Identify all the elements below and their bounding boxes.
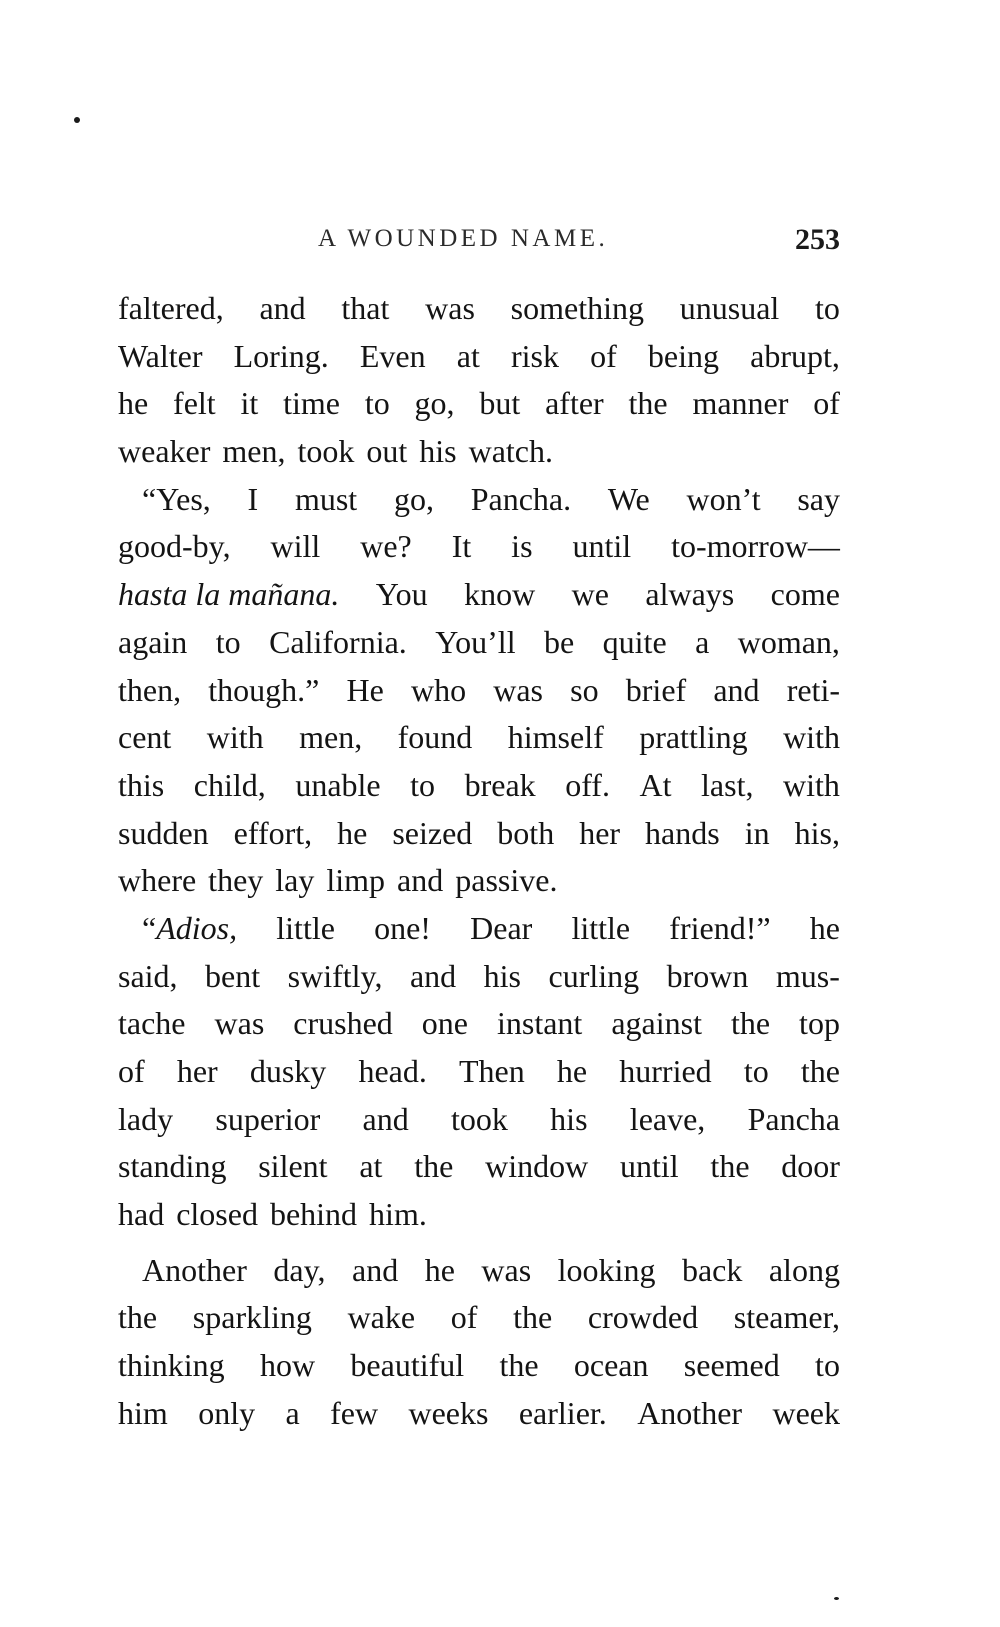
word: good-by, [118, 528, 231, 565]
word: hurried [619, 1053, 712, 1089]
word: a [285, 1394, 300, 1431]
word: be [544, 623, 575, 660]
word: after [545, 385, 604, 422]
word: one [421, 1005, 468, 1042]
word: with [783, 766, 840, 803]
word: won’t [686, 480, 761, 517]
word: the [710, 1148, 750, 1185]
word: in [744, 814, 770, 851]
word: closed [176, 1196, 258, 1233]
word: to [743, 1053, 769, 1089]
word: to [364, 385, 390, 422]
word: weeks [408, 1394, 489, 1431]
word: week [772, 1394, 840, 1431]
word: wake [347, 1299, 416, 1336]
word: both [497, 814, 555, 851]
word: until [572, 528, 632, 565]
word: and [362, 1100, 409, 1137]
word: risk [510, 337, 559, 374]
word: to-morrow— [671, 528, 840, 565]
word: sparkling [192, 1299, 312, 1336]
word: but [479, 385, 521, 422]
word: his [483, 957, 521, 994]
word: little [571, 909, 631, 946]
word: ocean [573, 1347, 649, 1384]
word: Pancha. [470, 480, 572, 517]
word: the [730, 1005, 771, 1042]
word: of [813, 385, 840, 422]
word: manner [692, 385, 789, 422]
word: was [214, 1005, 265, 1042]
text-line [118, 476, 840, 524]
text-line [118, 1143, 840, 1191]
ink-speck [74, 117, 80, 123]
word: him. [369, 1196, 427, 1233]
word: faltered, [118, 290, 224, 326]
text-line [118, 1294, 840, 1342]
word: only [198, 1394, 256, 1431]
word: beautiful [350, 1347, 465, 1384]
page-number: 253 [795, 223, 840, 256]
word: hands [645, 814, 720, 851]
word: day, [273, 1251, 326, 1288]
word: go, [414, 385, 455, 422]
word: will [270, 528, 321, 565]
word: to [815, 290, 840, 326]
word: and [351, 1251, 399, 1288]
word: top [799, 1005, 840, 1042]
word: standing [118, 1148, 227, 1185]
word: and [259, 290, 306, 326]
word: the [513, 1299, 553, 1336]
word: he [118, 385, 149, 422]
text-line [118, 905, 840, 953]
word: tache [118, 1005, 186, 1042]
text-line [118, 810, 840, 858]
word: his [550, 1100, 588, 1137]
word: something [510, 290, 644, 326]
word: one! [374, 909, 431, 946]
word: where [118, 862, 197, 899]
word: looking [557, 1251, 656, 1288]
word: this [118, 766, 165, 803]
word: he [337, 814, 368, 851]
word: come [770, 576, 840, 613]
word: to [410, 766, 436, 803]
text-line [118, 333, 840, 381]
word: go, [393, 480, 434, 517]
word: prattling [639, 719, 748, 756]
word: He [346, 671, 384, 708]
word: Pancha [747, 1100, 840, 1137]
word: head. [358, 1053, 427, 1089]
text-line [118, 380, 840, 428]
word: brief [625, 671, 687, 708]
word: unable [295, 766, 381, 803]
word: cent [118, 719, 172, 756]
word: is [511, 528, 533, 565]
word: found [397, 719, 473, 756]
word: At [639, 766, 672, 803]
word: seized [392, 814, 473, 851]
word: bent [205, 957, 261, 994]
ink-speck [834, 1597, 839, 1600]
word: and [409, 957, 457, 994]
text-line [118, 953, 840, 1001]
word: window [485, 1148, 589, 1185]
word: I [247, 480, 259, 517]
word: You’ll [435, 623, 516, 660]
word: swiftly, [287, 957, 383, 994]
word: of [590, 337, 617, 374]
word: being [647, 337, 720, 374]
word: sudden [118, 814, 209, 851]
word: Another [142, 1251, 247, 1288]
word: took [451, 1100, 508, 1137]
word: and [713, 671, 760, 708]
text-line [118, 762, 840, 810]
word: took [297, 433, 355, 470]
running-head: A WOUNDED NAME. [318, 225, 609, 252]
word: he [424, 1251, 455, 1288]
word: we? [360, 528, 412, 565]
word: crushed [293, 1005, 393, 1042]
word: the [414, 1148, 454, 1185]
word: to [215, 623, 241, 660]
word: door [781, 1148, 840, 1185]
word: his, [794, 814, 840, 851]
word: then, [118, 671, 182, 708]
text-line [118, 857, 840, 905]
word: child, [193, 766, 266, 803]
word: had [118, 1196, 165, 1233]
text-line [118, 1342, 840, 1390]
word: leave, [629, 1100, 706, 1137]
word: little [276, 909, 335, 946]
word: a [695, 623, 710, 660]
word: must [294, 480, 358, 517]
word: his [419, 433, 457, 470]
word: they [208, 862, 264, 899]
word: and [397, 862, 444, 899]
word: limp [326, 862, 386, 899]
word: the [118, 1299, 158, 1336]
word: quite [602, 623, 667, 660]
word: We [607, 480, 650, 517]
word: at [359, 1148, 383, 1185]
word: earlier. [518, 1394, 607, 1431]
word: though.” [208, 671, 320, 708]
text-line [118, 523, 840, 571]
word: off. [565, 766, 610, 803]
word: unusual [679, 290, 780, 326]
word: Another [637, 1394, 743, 1431]
word: crowded [587, 1299, 699, 1336]
text-line [118, 1191, 840, 1239]
word: the [628, 385, 668, 422]
text-line [118, 667, 840, 715]
word: with [206, 719, 264, 756]
word: watch. [468, 433, 553, 470]
word: California. [269, 623, 407, 660]
word: so [570, 671, 599, 708]
word: instant [496, 1005, 583, 1042]
word: effort, [233, 814, 313, 851]
page-header [118, 225, 840, 265]
word: Loring. [233, 337, 329, 374]
word: passive. [455, 862, 558, 899]
word: mus- [775, 957, 840, 994]
word: woman, [737, 623, 840, 660]
word: he [556, 1053, 588, 1089]
word: Dear [470, 909, 533, 946]
word: who [410, 671, 467, 708]
text-line [118, 571, 840, 619]
word: weaker [118, 433, 211, 470]
word: few [330, 1394, 379, 1431]
word: felt [173, 385, 216, 422]
word: how [259, 1347, 316, 1384]
word: with [783, 719, 840, 756]
word: thinking [118, 1347, 225, 1384]
word: him [118, 1394, 168, 1431]
word: the [800, 1053, 840, 1089]
word: steamer, [733, 1299, 840, 1336]
word: was [493, 671, 543, 708]
text-line [118, 1048, 840, 1096]
word: until [619, 1148, 679, 1185]
word: Then [459, 1053, 525, 1089]
word: dusky [249, 1053, 327, 1089]
text-line [118, 714, 840, 762]
word: he [809, 909, 840, 946]
text-line [118, 619, 840, 667]
word: back [681, 1251, 743, 1288]
word: at [456, 337, 480, 374]
word: brown [666, 957, 749, 994]
word: friend!” [669, 909, 771, 946]
word: “Adios, [142, 909, 238, 946]
word: You [375, 576, 428, 613]
word: lay [275, 862, 315, 899]
word: men, [222, 433, 286, 470]
text-line [118, 1247, 840, 1295]
word: out [366, 433, 408, 470]
word: of [450, 1299, 478, 1336]
word: the [499, 1347, 539, 1384]
word: know [464, 576, 536, 613]
word: Even [359, 337, 426, 374]
text-line [118, 285, 840, 333]
text-line [118, 1000, 840, 1048]
word: abrupt, [750, 337, 840, 374]
word: her [579, 814, 621, 851]
word: break [464, 766, 536, 803]
word: reti- [786, 671, 840, 708]
word: say [797, 480, 840, 517]
word: always [645, 576, 735, 613]
text-line [118, 428, 840, 476]
word: against [611, 1005, 702, 1042]
word: was [481, 1251, 532, 1288]
word: Walter [118, 337, 203, 374]
word: behind [269, 1196, 358, 1233]
word: seemed [683, 1347, 780, 1384]
word: to [815, 1347, 840, 1384]
word: again [118, 623, 188, 660]
word: we [571, 576, 609, 613]
word: “Yes, [142, 480, 211, 517]
word: curling [548, 957, 640, 994]
word: silent [258, 1148, 328, 1185]
word: himself [507, 719, 604, 756]
word: of [118, 1053, 145, 1089]
word: lady [118, 1100, 174, 1137]
word: last, [701, 766, 754, 803]
text-line [118, 1096, 840, 1144]
word: men, [299, 719, 363, 756]
word: was [425, 290, 475, 326]
body-text [118, 285, 840, 1438]
word: It [451, 528, 472, 565]
text-line [118, 1390, 840, 1438]
word: that [341, 290, 390, 326]
word: superior [215, 1100, 321, 1137]
word: hasta la mañana. [118, 576, 340, 613]
word: her [176, 1053, 218, 1089]
word: said, [118, 957, 178, 994]
word: it [240, 385, 259, 422]
word: time [283, 385, 340, 422]
word: along [768, 1251, 840, 1288]
